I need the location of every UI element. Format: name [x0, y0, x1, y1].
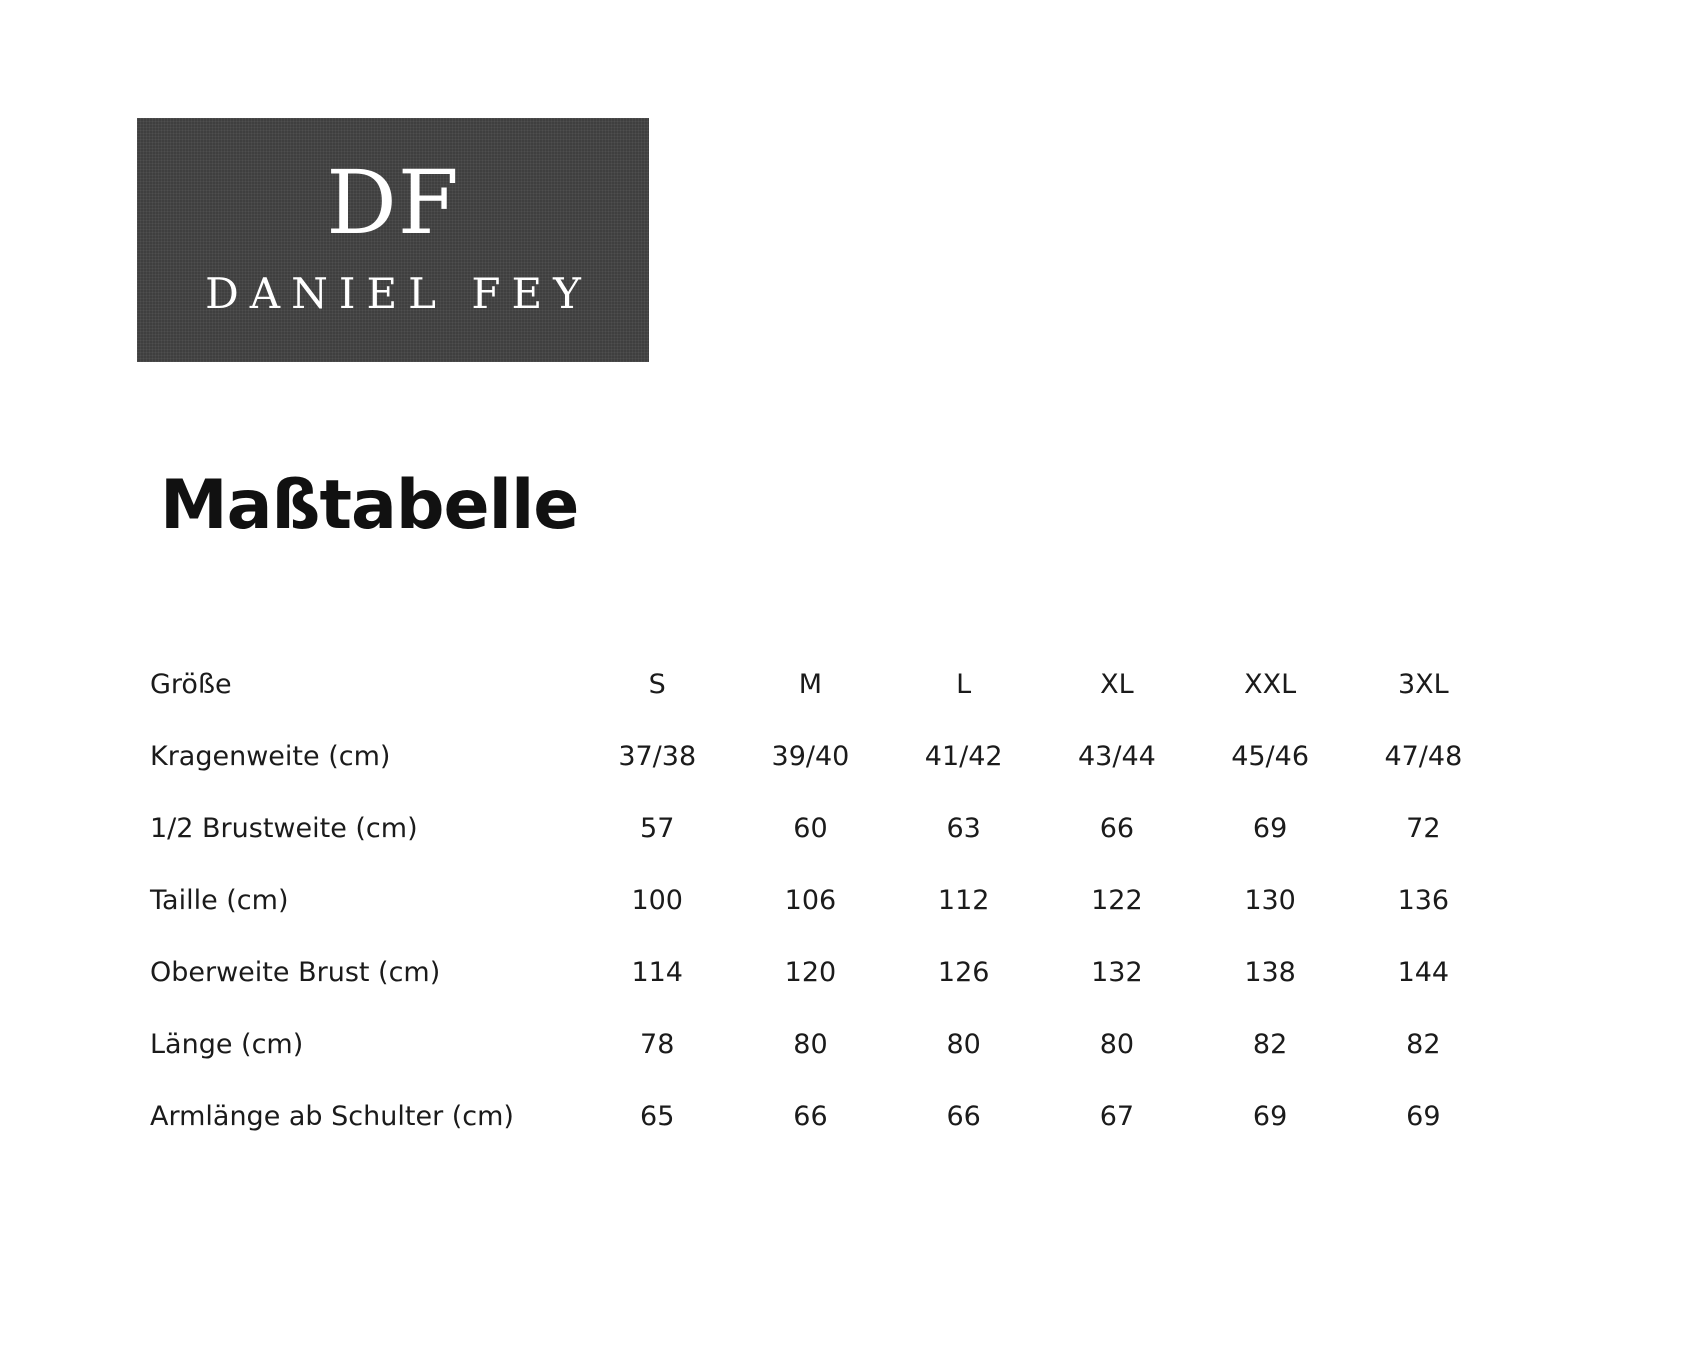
cell-oberweite-brust-xxl: 138 — [1244, 956, 1296, 988]
cell-halbe-brustweite-xl: 66 — [1099, 812, 1135, 844]
cell-kragenweite-m: 39/40 — [771, 740, 850, 772]
row-label-oberweite-brust: Oberweite Brust (cm) — [150, 956, 441, 988]
cell-halbe-brustweite-s: 57 — [640, 812, 675, 844]
cell-kragenweite-3xl: 47/48 — [1384, 740, 1463, 772]
row-label-kragenweite: Kragenweite (cm) — [150, 740, 391, 772]
cell-taille-xl: 122 — [1091, 884, 1143, 916]
table-body — [150, 720, 1500, 1152]
page-title: Maßtabelle — [160, 466, 579, 545]
cell-oberweite-brust-s: 114 — [631, 956, 683, 988]
cell-kragenweite-s: 37/38 — [618, 740, 697, 772]
size-header-xl: XL — [1100, 668, 1134, 700]
row-label-laenge: Länge (cm) — [150, 1028, 304, 1060]
size-header-m: M — [798, 668, 823, 700]
cell-laenge-s: 78 — [640, 1028, 675, 1060]
cell-armlaenge-l: 66 — [946, 1100, 981, 1132]
cell-armlaenge-m: 66 — [793, 1100, 828, 1132]
cell-armlaenge-s: 65 — [640, 1100, 675, 1132]
cell-halbe-brustweite-m: 60 — [793, 812, 828, 844]
size-header-s: S — [648, 668, 666, 700]
table-row — [150, 720, 1500, 792]
cell-taille-xxl: 130 — [1244, 884, 1296, 916]
cell-taille-3xl: 136 — [1397, 884, 1450, 916]
logo-wordmark: DANIEL FEY — [205, 269, 592, 318]
cell-laenge-l: 80 — [946, 1028, 981, 1060]
cell-oberweite-brust-l: 126 — [937, 956, 990, 988]
cell-halbe-brustweite-3xl: 72 — [1406, 812, 1441, 844]
table-row — [150, 936, 1500, 1008]
cell-kragenweite-xl: 43/44 — [1077, 740, 1156, 772]
table-row — [150, 1008, 1500, 1080]
table-row — [150, 1080, 1500, 1152]
cell-oberweite-brust-3xl: 144 — [1397, 956, 1450, 988]
cell-taille-l: 112 — [937, 884, 990, 916]
table-row — [150, 864, 1500, 936]
cell-oberweite-brust-xl: 132 — [1091, 956, 1143, 988]
table-row — [150, 792, 1500, 864]
cell-armlaenge-3xl: 69 — [1406, 1100, 1441, 1132]
cell-kragenweite-xxl: 45/46 — [1231, 740, 1310, 772]
size-header-l: L — [956, 668, 972, 700]
cell-laenge-m: 80 — [793, 1028, 828, 1060]
size-header-3xl: 3XL — [1398, 668, 1449, 700]
table-header — [150, 648, 1500, 720]
cell-kragenweite-l: 41/42 — [924, 740, 1003, 772]
cell-laenge-3xl: 82 — [1406, 1028, 1441, 1060]
table-header-row — [150, 648, 1500, 720]
row-label-taille: Taille (cm) — [150, 884, 289, 916]
cell-halbe-brustweite-xxl: 69 — [1252, 812, 1288, 844]
row-label-armlaenge-ab-schulter: Armlänge ab Schulter (cm) — [150, 1100, 514, 1132]
table-corner-label: Größe — [150, 668, 232, 700]
cell-laenge-xxl: 82 — [1252, 1028, 1288, 1060]
cell-taille-s: 100 — [631, 884, 683, 916]
size-header-xxl: XXL — [1244, 668, 1297, 700]
cell-halbe-brustweite-l: 63 — [946, 812, 981, 844]
cell-armlaenge-xxl: 69 — [1252, 1100, 1288, 1132]
size-table — [150, 648, 1500, 1152]
logo-monogram: DF — [326, 151, 460, 254]
row-label-halbe-brustweite: 1/2 Brustweite (cm) — [150, 812, 418, 844]
cell-laenge-xl: 80 — [1099, 1028, 1135, 1060]
size-table-container — [150, 648, 1550, 1152]
cell-taille-m: 106 — [784, 884, 837, 916]
cell-oberweite-brust-m: 120 — [784, 956, 837, 988]
brand-logo — [137, 118, 649, 362]
cell-armlaenge-xl: 67 — [1099, 1100, 1135, 1132]
